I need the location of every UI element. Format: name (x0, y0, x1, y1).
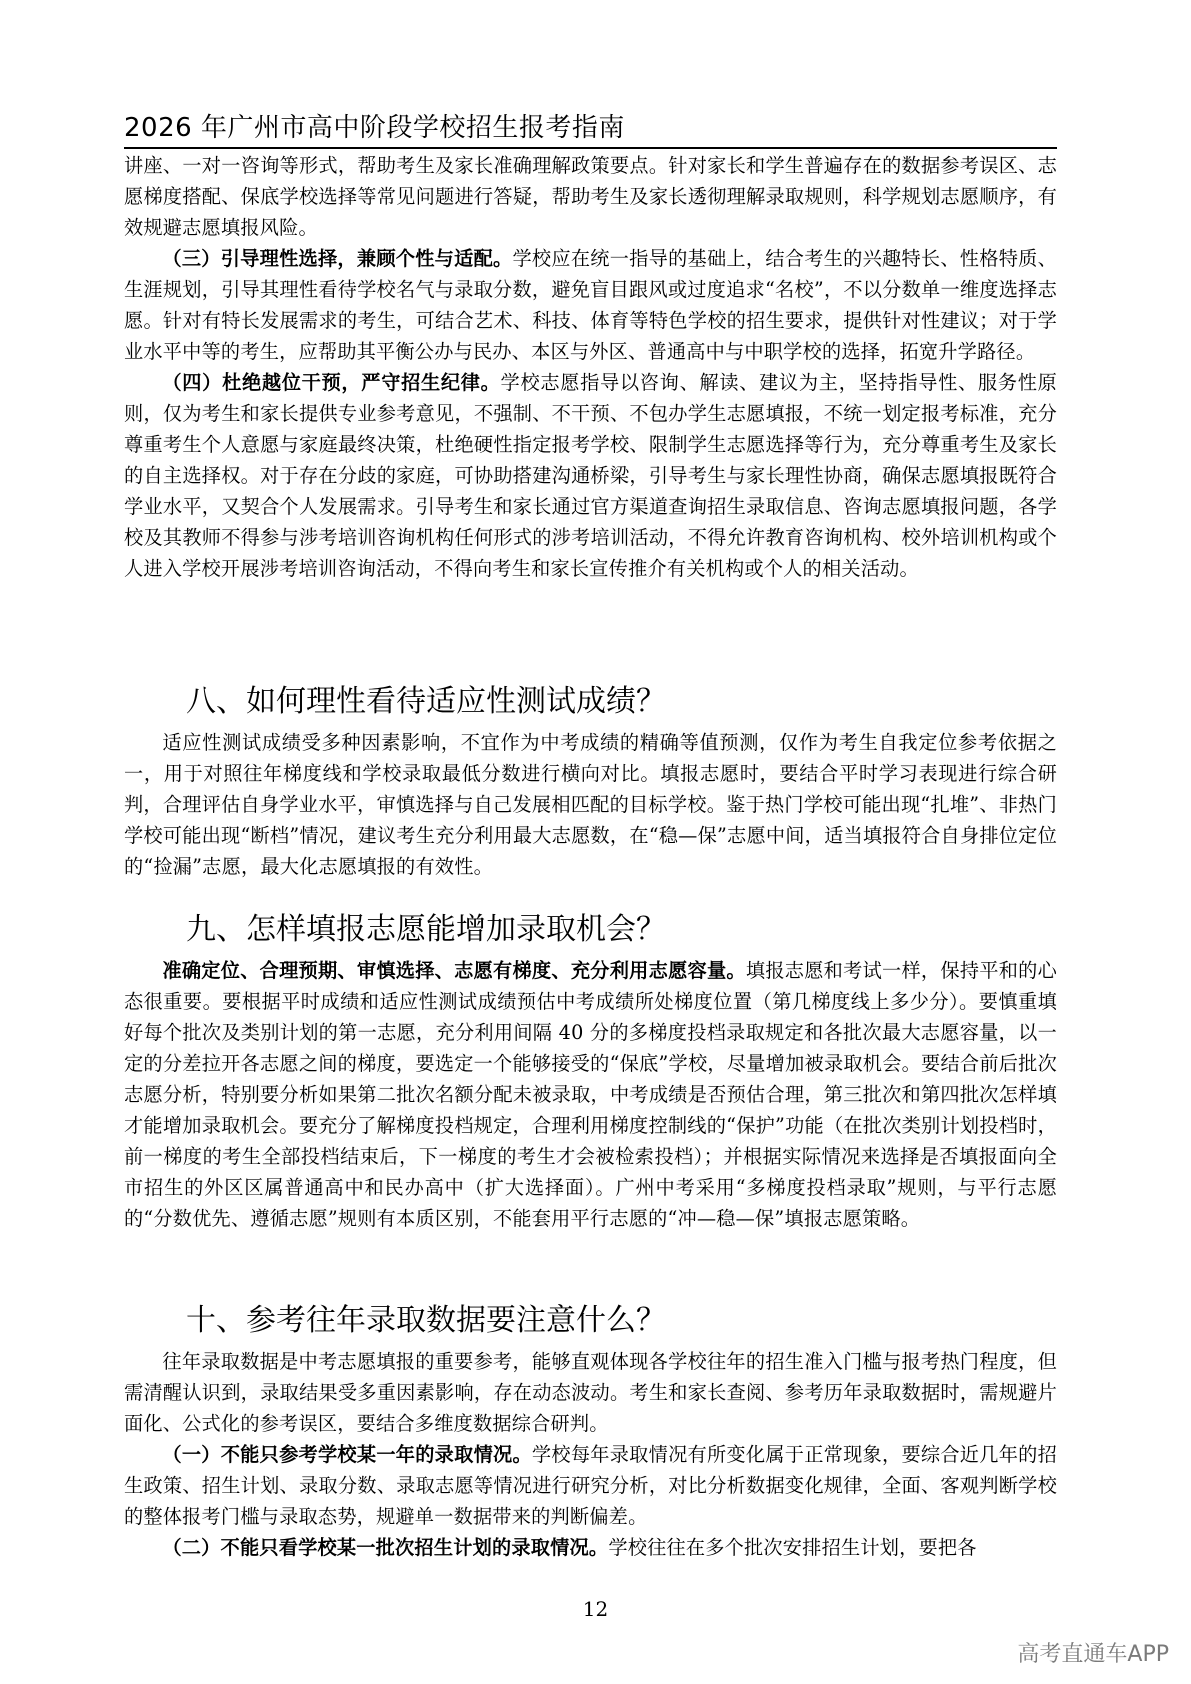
page-number: 12 (582, 1597, 609, 1621)
paragraph-lead: （二）不能只看学校某一批次招生计划的录取情况。 (162, 1536, 609, 1559)
paragraph-past-data: 往年录取数据是中考志愿填报的重要参考，能够直观体现各学校往年的招生准入门槛与报考热门程度，但需清醒认识到，录取结果受多重因素影响，存在动态波动。考生和家长查阅、参考历年录取数据时，需规避片面化、公式化的参考误区，要结合多维度数据综合研判。 (124, 1350, 1057, 1435)
paragraph-body: 学校应在统一指导的基础上，结合考生的兴趣特长、性格特质、生涯规划，引导其理性看待学校名气与录取分数，避免盲目跟风或过度追求“名校”，不以分数单一维度选择志愿。针对有特长发展需求的考生，可结合艺术、科技、体育等特色学校的招生要求，提供针对性建议；对于学业水平中等的考生，应帮助其平衡公办与民办、本区与外区、普通高中与中职学校的选择，拓宽升学路径。 (124, 247, 1057, 363)
paragraph-not-one-batch (124, 1532, 1057, 1563)
paragraph-intro-continued: 讲座、一对一咨询等形式，帮助考生及家长准确理解政策要点。针对家长和学生普遍存在的数据参考误区、志愿梯度搭配、保底学校选择等常见问题进行答疑，帮助考生及家长透彻理解录取规则，科学规划志愿顺序，有效规避志愿填报风险。 (124, 154, 1057, 239)
section-heading: 十、参考往年录取数据要注意什么？ (186, 1303, 666, 1338)
paragraph-lead: 准确定位、合理预期、审慎选择、志愿有梯度、充分利用志愿容量。 (162, 959, 746, 982)
paragraph-body: 学校志愿指导以咨询、解读、建议为主，坚持指导性、服务性原则，仅为考生和家长提供专业参考意见，不强制、不干预、不包办学生志愿填报，不统一划定报考标准，充分尊重考生个人意愿与家庭最终决策，杜绝硬性指定报考学校、限制学生志愿选择等行为，充分尊重考生及家长的自主选择权。对于存在分歧的家庭，可协助搭建沟通桥梁，引导考生与家长理性协商，确保志愿填报既符合学业水平，又契合个人发展需求。引导考生和家长通过官方渠道查询招生录取信息、咨询志愿填报问题，各学校及其教师不得参与涉考培训咨询机构任何形式的涉考培训活动，不得允许教育咨询机构、校外培训机构或个人进入学校开展涉考培训咨询活动，不得向考生和家长宣传推介有关机构或个人的相关活动。 (124, 371, 1057, 580)
paragraph-adaptive-test: 适应性测试成绩受多种因素影响，不宜作为中考成绩的精确等值预测，仅作为考生自我定位参考依据之一，用于对照往年梯度线和学校录取最低分数进行横向对比。填报志愿时，要结合平时学习表现进行综合研判，合理评估自身学业水平，审慎选择与自己发展相匹配的目标学校。鉴于热门学校可能出现“扎堆”、非热门学校可能出现“断档”情况，建议考生充分利用最大志愿数，在“稳—保”志愿中间，适当填报符合自身排位定位的“捡漏”志愿，最大化志愿填报的有效性。 (124, 731, 1057, 878)
section-9 (124, 905, 1057, 1234)
paragraph-lead: （三）引导理性选择，兼顾个性与适配。 (162, 247, 513, 270)
paragraph-increase-chance (124, 955, 1057, 1234)
paragraph-no-interference (124, 367, 1057, 584)
section-10 (124, 1296, 1057, 1563)
paragraph-lead: （一）不能只参考学校某一年的录取情况。 (162, 1443, 532, 1466)
paragraph-body: 学校往往在多个批次安排招生计划，要把各 (608, 1536, 977, 1559)
section-8 (124, 677, 1057, 882)
intro-block (124, 150, 1057, 584)
paragraph-lead: （四）杜绝越位干预，严守招生纪律。 (162, 371, 501, 394)
paragraph-not-one-year (124, 1439, 1057, 1532)
section-heading: 九、怎样填报志愿能增加录取机会？ (186, 912, 666, 947)
watermark: 高考直通车APP (1017, 1642, 1169, 1667)
document-title: 2026 年广州市高中阶段学校招生报考指南 (124, 113, 625, 143)
section-heading: 八、如何理性看待适应性测试成绩？ (186, 684, 666, 719)
paragraph-body: 学校每年录取情况有所变化属于正常现象，要综合近几年的招生政策、招生计划、录取分数、录取志愿等情况进行研究分析，对比分析数据变化规律，全面、客观判断学校的整体报考门槛与录取态势，规避单一数据带来的判断偏差。 (124, 1443, 1057, 1528)
paragraph-guide-rational (124, 243, 1057, 367)
page-header (124, 101, 1057, 149)
paragraph-body: 填报志愿和考试一样，保持平和的心态很重要。要根据平时成绩和适应性测试成绩预估中考成绩所处梯度位置（第几梯度线上多少分）。要慎重填好每个批次及类别计划的第一志愿，充分利用间隔 40 分的多梯度投档录取规定和各批次最大志愿容量，以一定的分差拉开各志愿之间的梯度，要选定一个能够接受的“保底”学校，尽量增加被录取机会。要结合前后批次志愿分析，特别要分析如果第二批次名额分配未被录取，中考成绩是否预估合理，第三批次和第四批次怎样填才能增加录取机会。要充分了解梯度投档规定，合理利用梯度控制线的“保护”功能（在批次类别计划投档时，前一梯度的考生全部投档结束后，下一梯度的考生才会被检索投档）；并根据实际情况来选择是否填报面向全市招生的外区区属普通高中和民办高中（扩大选择面）。广州中考采用“多梯度投档录取”规则，与平行志愿的“分数优先、遵循志愿”规则有本质区别，不能套用平行志愿的“冲—稳—保”填报志愿策略。 (124, 959, 1058, 1230)
